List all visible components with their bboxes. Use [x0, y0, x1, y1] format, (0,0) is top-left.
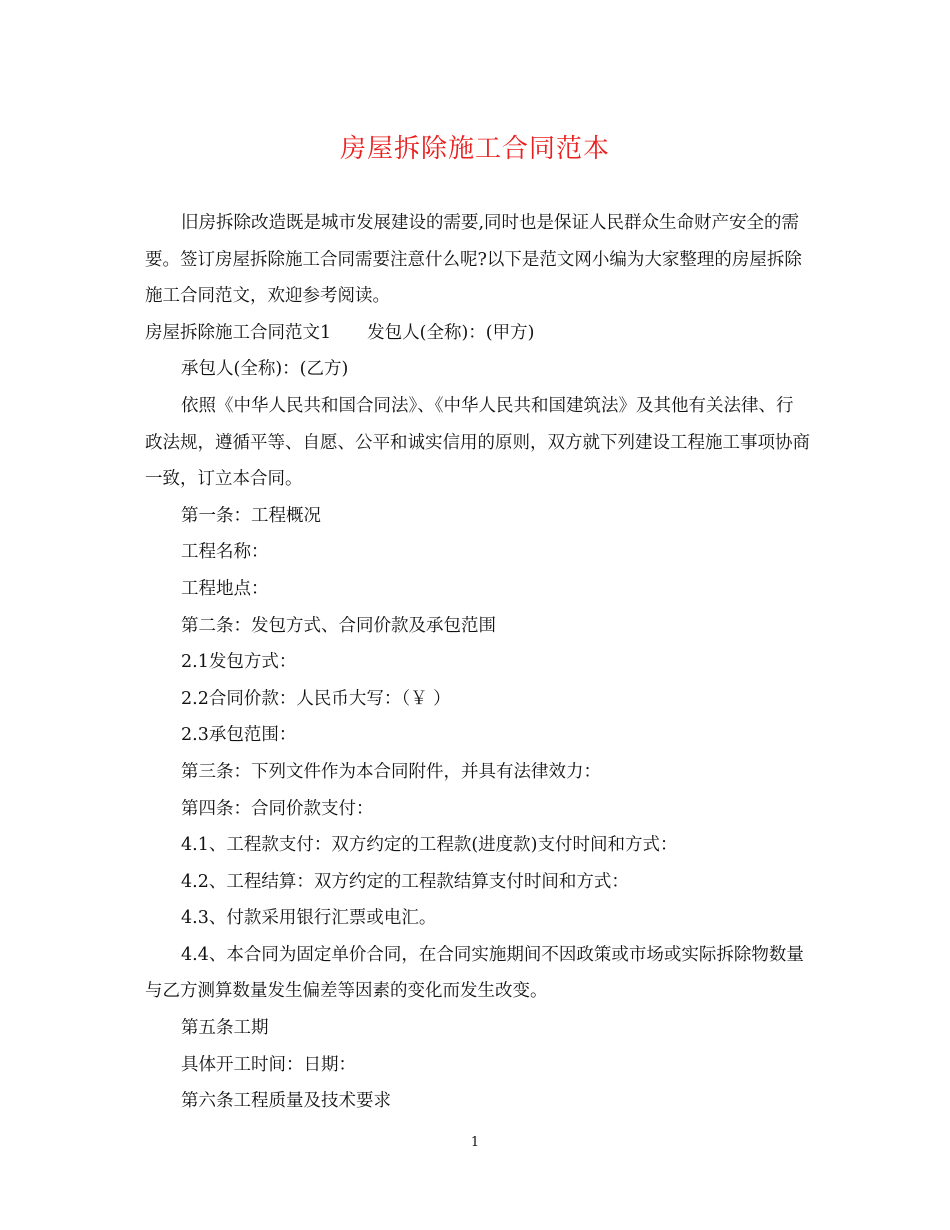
document-title: 房屋拆除施工合同范本 — [339, 134, 610, 164]
contractor-line: 承包人(全称)：(乙方) — [181, 359, 349, 380]
sample-heading-line — [145, 315, 810, 352]
employer-line: 发包人(全称)：(甲方) — [367, 322, 535, 343]
article-4-heading: 第四条：合同价款支付： — [181, 798, 374, 819]
item-4-2: 4.2、工程结算：双方约定的工程款结算支付时间和方式： — [181, 871, 629, 892]
sample-heading: 房屋拆除施工合同范文1 — [145, 322, 332, 343]
page-number: 1 — [470, 1135, 480, 1150]
article-6-heading: 第六条工程质量及技术要求 — [181, 1091, 391, 1112]
article-2-heading: 第二条：发包方式、合同价款及承包范围 — [181, 615, 496, 636]
article-1-heading: 第一条：工程概况 — [181, 505, 321, 526]
article-5-heading: 第五条工期 — [181, 1018, 269, 1039]
basis-paragraph: 依照《中华人民共和国合同法》、《中华人民共和国建筑法》及其他有关法律、行政法规，遵循平等、自愿、公平和诚实信用的原则，双方就下列建设工程施工事项协商一致，订立本合同。 — [145, 395, 810, 490]
item-4-1: 4.1、工程款支付：双方约定的工程款(进度款)支付时间和方式： — [181, 835, 678, 856]
start-time-line: 具体开工时间：日期： — [181, 1054, 356, 1075]
intro-paragraph: 旧房拆除改造既是城市发展建设的需要,同时也是保证人民群众生命财产安全的需要。签订房屋拆除施工合同需要注意什么呢?以下是范文网小编为大家整理的房屋拆除施工合同范文，欢迎参考阅读。 — [145, 213, 802, 307]
item-2-1: 2.1发包方式： — [181, 652, 297, 673]
project-name-line: 工程名称： — [181, 542, 269, 563]
item-4-4: 4.4、本合同为固定单价合同，在合同实施期间不因政策或市场或实际拆除物数量与乙方测算数量发生偏差等因素的变化而发生改变。 — [145, 944, 804, 1002]
item-2-3: 2.3承包范围： — [181, 725, 297, 746]
article-3-heading: 第三条：下列文件作为本合同附件，并具有法律效力： — [181, 761, 601, 782]
item-2-2: 2.2合同价款：人民币大写：（￥ ） — [181, 688, 451, 709]
item-4-3: 4.3、付款采用银行汇票或电汇。 — [181, 908, 437, 929]
document-body — [145, 205, 810, 1120]
project-location-line: 工程地点： — [181, 578, 269, 599]
